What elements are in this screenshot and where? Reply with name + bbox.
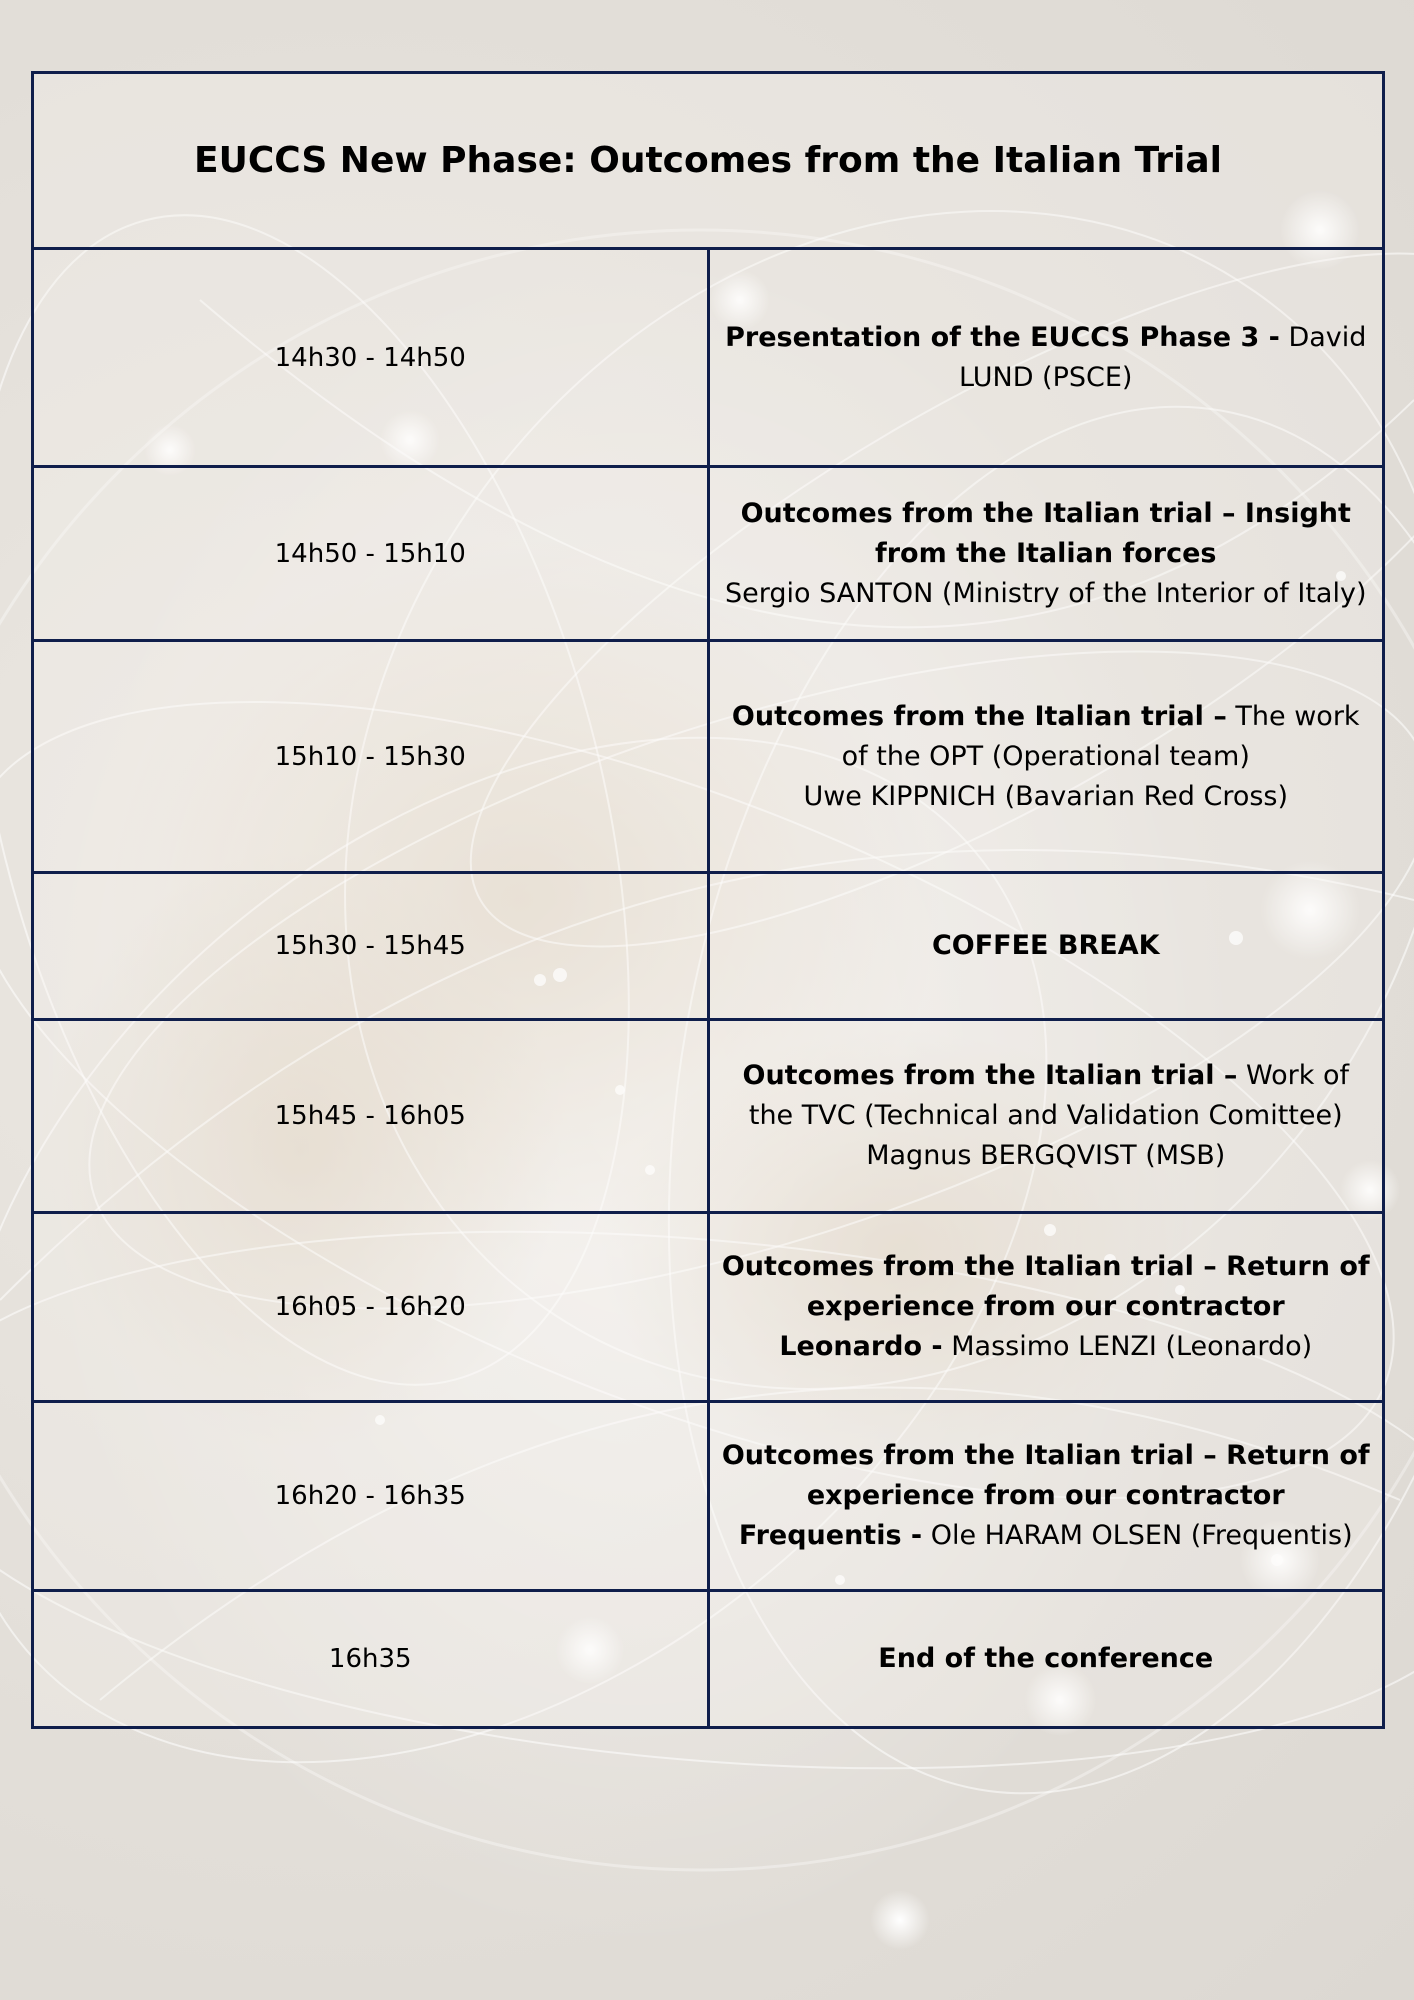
session-cell	[708, 249, 1384, 467]
session-title: Presentation of the EUCCS Phase 3 -	[725, 321, 1280, 353]
session-speaker: Magnus BERGQVIST (MSB)	[866, 1140, 1226, 1171]
time-cell: 16h20 - 16h35	[33, 1402, 709, 1591]
agenda-row	[33, 249, 1384, 467]
agenda-row	[33, 641, 1384, 873]
session-line-1	[718, 494, 1375, 574]
session-cell	[708, 1213, 1384, 1402]
session-title: Outcomes from the Italian trial – Insight from the Italian forces	[740, 497, 1351, 569]
session-speaker: Uwe KIPPNICH (Bavarian Red Cross)	[803, 780, 1289, 812]
session-line-2	[718, 1136, 1375, 1176]
time-cell: 14h50 - 15h10	[33, 467, 709, 641]
session-line-1	[718, 697, 1375, 777]
agenda-row	[33, 873, 1384, 1020]
session-line-2	[718, 1327, 1375, 1367]
agenda-row	[33, 1213, 1384, 1402]
time-cell: 15h45 - 16h05	[33, 1020, 709, 1213]
session-speaker: David LUND (PSCE)	[959, 321, 1367, 393]
session-cell	[708, 1020, 1384, 1213]
session-title: Outcomes from the Italian trial –	[731, 700, 1227, 732]
title-cell	[33, 73, 1384, 249]
time-cell: 16h05 - 16h20	[33, 1213, 709, 1402]
agenda-table	[31, 71, 1385, 1729]
session-title: Outcomes from the Italian trial – Return of experience from our contractor	[721, 1251, 1370, 1322]
session-line-2	[718, 777, 1375, 817]
title-row	[33, 73, 1384, 249]
session-cell	[708, 467, 1384, 641]
session-subtitle: The work of the OPT (Operational team)	[841, 700, 1360, 772]
session-line-1	[718, 1639, 1375, 1679]
session-speaker: Ole HARAM OLSEN (Frequentis)	[922, 1520, 1353, 1551]
session-cell	[708, 1402, 1384, 1591]
session-line-1	[718, 318, 1375, 398]
session-line-2	[718, 1516, 1375, 1556]
time-cell: 14h30 - 14h50	[33, 249, 709, 467]
time-cell: 15h10 - 15h30	[33, 641, 709, 873]
contractor-name: Leonardo -	[779, 1331, 943, 1362]
contractor-name: Frequentis -	[738, 1520, 923, 1551]
session-line-1	[718, 1247, 1375, 1327]
session-line-2	[718, 574, 1375, 614]
session-title: End of the conference	[878, 1643, 1214, 1674]
agenda-row	[33, 1591, 1384, 1728]
session-cell	[708, 873, 1384, 1020]
session-line-1	[718, 1056, 1375, 1136]
session-subtitle: Work of the TVC (Technical and Validation Comittee)	[748, 1060, 1349, 1131]
session-line-1	[718, 1436, 1375, 1516]
session-title: Outcomes from the Italian trial –	[742, 1060, 1238, 1091]
session-title: Outcomes from the Italian trial – Return of experience from our contractor	[721, 1440, 1370, 1511]
session-title: COFFEE BREAK	[931, 930, 1160, 961]
time-cell: 16h35	[33, 1591, 709, 1728]
agenda-row	[33, 1402, 1384, 1591]
agenda-row	[33, 467, 1384, 641]
session-cell	[708, 1591, 1384, 1728]
session-speaker: Sergio SANTON (Ministry of the Interior of Italy)	[724, 577, 1367, 609]
session-line-1	[718, 926, 1375, 966]
agenda-row	[33, 1020, 1384, 1213]
session-cell	[708, 641, 1384, 873]
page-title: EUCCS New Phase: Outcomes from the Italian Trial	[194, 140, 1222, 181]
time-cell: 15h30 - 15h45	[33, 873, 709, 1020]
session-speaker: Massimo LENZI (Leonardo)	[942, 1331, 1313, 1362]
